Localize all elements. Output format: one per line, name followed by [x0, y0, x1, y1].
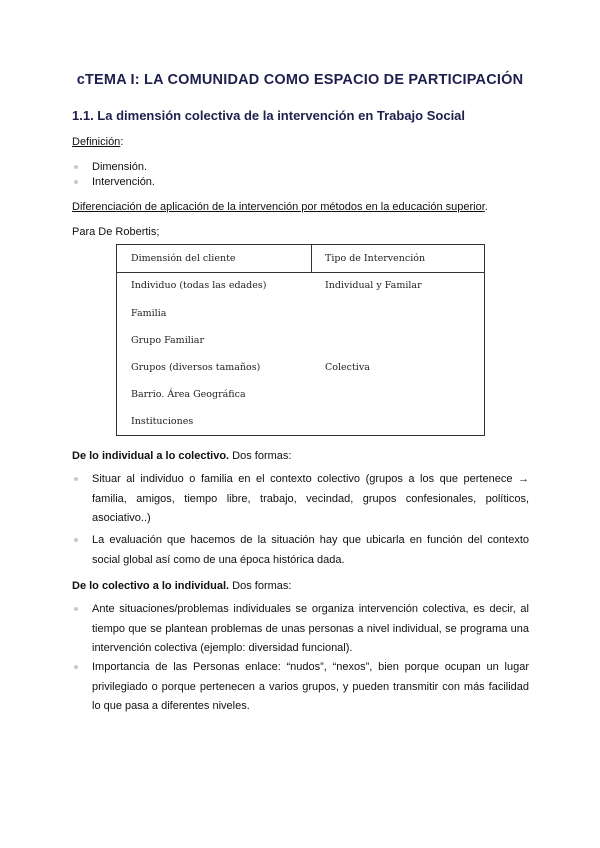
table-cell: Individuo (todas las edades) [131, 280, 267, 291]
individual-heading-rest: Dos formas: [229, 450, 292, 462]
table-cell: Grupos (diversos tamaños) [131, 362, 261, 373]
bullet-icon [74, 538, 78, 542]
bullet-icon [74, 180, 78, 184]
colectivo-heading-rest: Dos formas: [229, 580, 292, 592]
definicion-line [72, 136, 123, 148]
bullet-icon [74, 665, 78, 669]
list-item-text: Intervención. [92, 176, 155, 188]
cliente-intervencion-table [116, 244, 485, 436]
table-cell: Instituciones [131, 416, 194, 427]
page-title: cTEMA I: LA COMUNIDAD COMO ESPACIO DE PARTICIPACIÓN [76, 72, 524, 88]
table-cell: Colectiva [325, 362, 370, 373]
diferenciacion-period: . [484, 201, 488, 213]
definicion-label: Definición [72, 136, 121, 148]
colectivo-heading [72, 580, 291, 592]
list-item-text: Dimensión. [92, 161, 148, 173]
table-cell: Grupo Familiar [131, 335, 205, 346]
list-item-text: Ante situaciones/problemas individuales se organiza intervención colectiva, es decir, al tiempo que se plantean problemas de unas personas a nivel individual, se programa una intervención colectiva (ejemplo: diversidad funcional). [92, 603, 529, 654]
list-item-text: Situar al individuo o familia en el contexto colectivo (grupos a los que pertenece → familia, amigos, tiempo libre, trabajo, vecindad, grupos confesionales, políticos, asociativo..) [92, 473, 529, 524]
bullet-icon [74, 607, 78, 611]
table-cell: Familia [131, 308, 167, 319]
definicion-colon: : [120, 136, 124, 148]
section-heading: 1.1. La dimensión colectiva de la intervención en Trabajo Social [72, 108, 466, 123]
individual-heading [72, 450, 291, 462]
list-item-text: La evaluación que hacemos de la situación hay que ubicarla en función del contexto social global así como de una época histórica dada. [92, 534, 529, 566]
para-text: Para De Robertis; [72, 226, 160, 238]
list-item [74, 531, 529, 570]
table-cell: Individual y Familar [325, 280, 422, 291]
table-column-divider [311, 245, 312, 272]
list-item [74, 470, 529, 529]
table-header-cell: Dimensión del cliente [131, 253, 236, 264]
list-item [74, 173, 155, 193]
diferenciacion-text: Diferenciación de aplicación de la intervención por métodos en la educación superior [72, 201, 485, 213]
table-cell: Barrio. Área Geográfica [131, 389, 246, 400]
list-item [74, 658, 529, 717]
individual-heading-bold: De lo individual a lo colectivo. [72, 450, 230, 462]
diferenciacion-line [72, 201, 488, 213]
list-item-text: Importancia de las Personas enlace: “nudos”, “nexos”, bien porque ocupan un lugar privilegiado o porque pertenecen a varios grupos, y pueden transmitir con más facilidad lo que pasa a diferentes niveles. [92, 661, 529, 712]
bullet-icon [74, 165, 78, 169]
bullet-icon [74, 477, 78, 481]
table-header-cell: Tipo de Intervención [325, 253, 426, 264]
colectivo-heading-bold: De lo colectivo a lo individual. [72, 580, 230, 592]
list-item [74, 600, 529, 659]
